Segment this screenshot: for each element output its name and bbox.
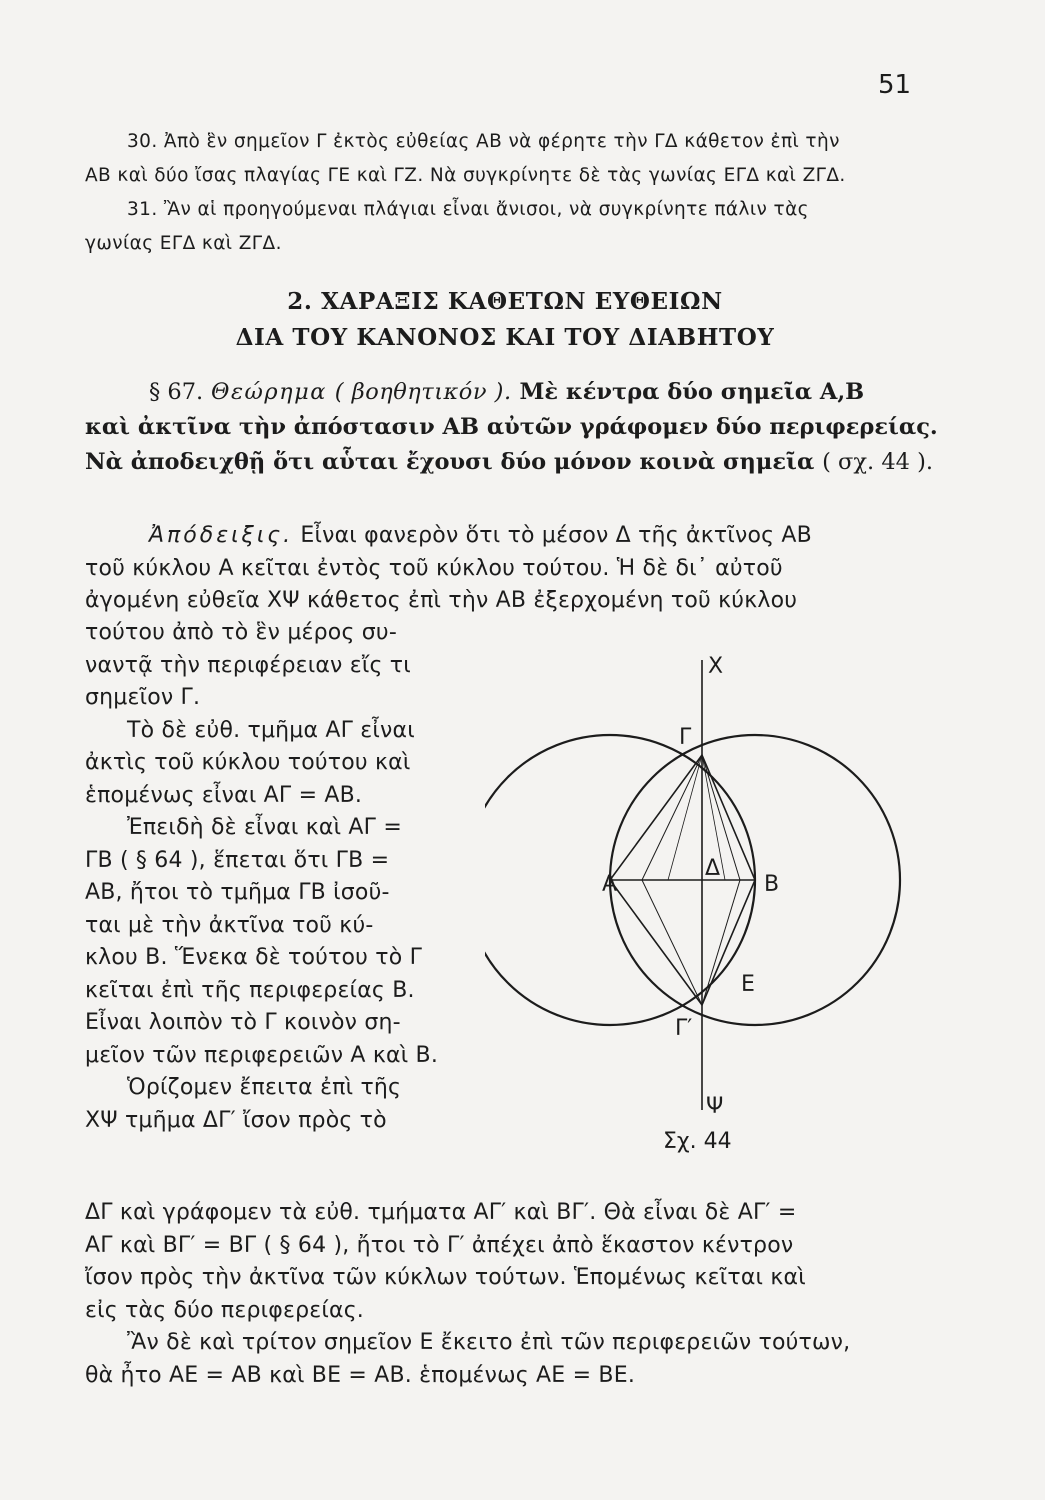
figure-reference: ( σχ. 44 ). (822, 449, 934, 475)
proof-line: ΓΒ ( § 64 ), ἕπεται ὅτι ΓΒ = (85, 847, 390, 873)
proof-line: Ἐπειδὴ δὲ εἶναι καὶ ΑΓ = (127, 815, 402, 840)
theorem-text: Νὰ ἀποδειχθῇ ὅτι αὗται ἔχουσι δύο μόνον κοινὰ σημεῖα (85, 449, 815, 475)
hatch-line (668, 755, 702, 880)
label-gamma: Γ (679, 725, 692, 750)
exercise-line: 30. Ἀπὸ ἓν σημεῖον Γ ἐκτὸς εὐθείας ΑΒ νὰ φέρητε τὴν ΓΔ κάθετον ἐπὶ τὴν (127, 131, 840, 152)
section-heading-line-1: 2. ΧΑΡΑΞΙΣ ΚΑΘΕΤΩΝ ΕΥΘΕΙΩΝ (287, 288, 723, 315)
label-psi: Ψ (706, 1094, 724, 1119)
proof-line: κλου Β. Ἕνεκα δὲ τούτου τὸ Γ (85, 945, 423, 970)
exercise-line: γωνίας ΕΓΔ καὶ ΖΓΔ. (85, 233, 282, 254)
proof-label: Ἀπόδειξις. (149, 523, 294, 548)
theorem-number: § 67. (149, 379, 204, 405)
label-e: Ε (741, 972, 755, 997)
hatch-line (642, 880, 702, 1005)
hatch-line (642, 755, 702, 880)
label-x: Χ (708, 654, 724, 679)
proof-line: ται μὲ τὴν ἀκτῖνα τοῦ κύ- (85, 912, 374, 938)
proof-line: τούτου ἀπὸ τὸ ἓν μέρος συ- (85, 620, 397, 645)
proof-line: Εἶναι λοιπὸν τὸ Γ κοινὸν ση- (85, 1010, 401, 1035)
proof-line: Ἂν δὲ καὶ τρίτον σημεῖον Ε ἔκειτο ἐπὶ τῶν περιφερειῶν τούτων, (127, 1330, 851, 1355)
figure-caption: Σχ. 44 (663, 1129, 732, 1154)
figure-44 (485, 640, 945, 1160)
proof-narrow-column (85, 617, 470, 1137)
proof-line: θὰ ἦτο ΑΕ = ΑΒ καὶ ΒΕ = ΑΒ. ἑπομένως ΑΕ = ΒΕ. (85, 1362, 636, 1388)
proof-line: σημεῖον Γ. (85, 685, 201, 710)
exercise-line: 31. Ἂν αἱ προηγούμεναι πλάγιαι εἶναι ἄνισοι, νὰ συγκρίνητε πάλιν τὰς (127, 199, 809, 220)
proof-line: ἑπομένως εἶναι ΑΓ = ΑΒ. (85, 782, 363, 808)
proof-line: ΑΓ καὶ ΒΓ′ = ΒΓ ( § 64 ), ἤτοι τὸ Γ′ ἀπέχει ἀπὸ ἕκαστον κέντρον (85, 1232, 794, 1258)
theorem-statement (85, 375, 938, 480)
page-number: 51 (878, 70, 912, 100)
label-delta: Δ (705, 856, 721, 881)
proof-line: ΔΓ καὶ γράφομεν τὰ εὐθ. τμήματα ΑΓ′ καὶ ΒΓ′. Θὰ εἶναι δὲ ΑΓ′ = (85, 1200, 797, 1225)
theorem-label: Θεώρημα (211, 379, 327, 405)
proof-bottom (85, 1197, 930, 1392)
exercise-line: ΑΒ καὶ δύο ἴσας πλαγίας ΓΕ καὶ ΓΖ. Νὰ συγκρίνητε δὲ τὰς γωνίας ΕΓΔ καὶ ΖΓΔ. (85, 165, 846, 186)
theorem-text: Μὲ κέντρα δύο σημεῖα Α,Β (519, 379, 865, 405)
proof-top (85, 520, 930, 618)
proof-line: Τὸ δὲ εὐθ. τμῆμα ΑΓ εἶναι (127, 717, 415, 743)
proof-line: εἰς τὰς δύο περιφερείας. (85, 1297, 364, 1323)
label-gamma-prime: Γ′ (675, 1016, 693, 1041)
proof-line: ἴσον πρὸς τὴν ἀκτῖνα τῶν κύκλων τούτων. Ἑπομένως κεῖται καὶ (85, 1265, 806, 1290)
proof-line: Εἶναι φανερὸν ὅτι τὸ μέσον Δ τῆς ἀκτῖνος ΑΒ (300, 523, 812, 548)
proof-line: ΑΒ, ἤτοι τὸ τμῆμα ΓΒ ἰσοῦ- (85, 880, 390, 905)
proof-line: ἀγομένη εὐθεῖα ΧΨ κάθετος ἐπὶ τὴν ΑΒ ἐξερχομένη τοῦ κύκλου (85, 588, 798, 613)
label-b: Β (764, 872, 780, 897)
hatch-line (702, 880, 740, 1005)
proof-line: ναντᾷ τὴν περιφέρειαν εἴς τι (85, 652, 411, 678)
proof-line: ΧΨ τμῆμα ΔΓ′ ἴσον πρὸς τὸ (85, 1107, 387, 1133)
proof-line: Ὁρίζομεν ἔπειτα ἐπὶ τῆς (127, 1075, 402, 1100)
proof-line: τοῦ κύκλου Α κεῖται ἐντὸς τοῦ κύκλου τούτου. Ἡ δὲ δι᾽ αὐτοῦ (85, 555, 783, 581)
theorem-text: καὶ ἀκτῖνα τὴν ἀπόστασιν ΑΒ αὐτῶν γράφομεν δύο περιφερείας. (85, 414, 938, 440)
label-a: Α (602, 872, 618, 897)
theorem-qualifier: ( βοηθητικόν ). (334, 379, 512, 405)
proof-line: ἀκτὶς τοῦ κύκλου τούτου καὶ (85, 750, 411, 775)
proof-line: κεῖται ἐπὶ τῆς περιφερείας Β. (85, 977, 415, 1003)
exercise-30 (85, 125, 925, 193)
section-heading-line-2: ΔΙΑ ΤΟΥ ΚΑΝΟΝΟΣ ΚΑΙ ΤΟΥ ΔΙΑΒΗΤΟΥ (235, 324, 775, 351)
exercise-31 (85, 193, 925, 261)
proof-line: μεῖον τῶν περιφερειῶν Α καὶ Β. (85, 1042, 439, 1068)
